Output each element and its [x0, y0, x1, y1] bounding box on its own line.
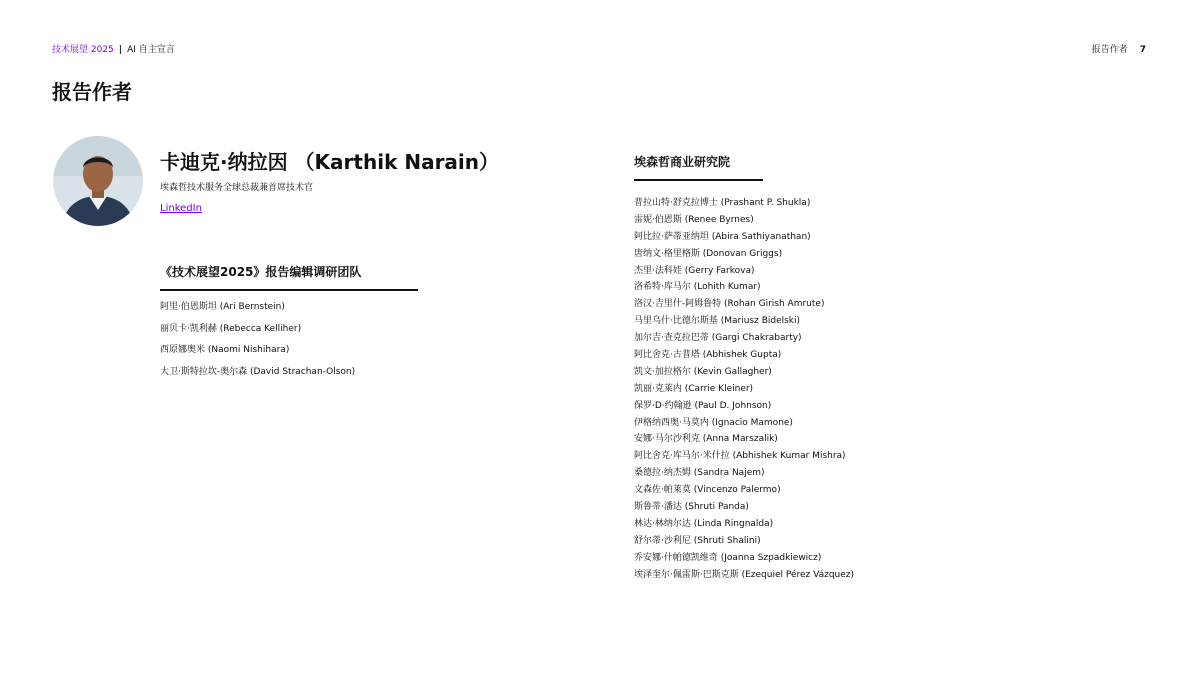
editorial-team-list [160, 300, 355, 387]
research-divider [634, 179, 763, 181]
page-title: 报告作者 [52, 80, 132, 104]
research-member: 乔安娜·什帕德凯维奇 (Joanna Szpadkiewicz) [634, 552, 822, 563]
research-member: 凯文·加拉格尔 (Kevin Gallagher) [634, 366, 772, 377]
team-member: 丽贝卡·凯利赫 (Rebecca Kelliher) [160, 323, 302, 334]
research-member: 雷妮·伯恩斯 (Renee Byrnes) [634, 214, 754, 225]
team-member: 西原娜奥米 (Naomi Nishihara) [160, 345, 290, 356]
research-member: 阿比拉·萨蒂亚纳坦 (Abira Sathiyanathan) [634, 231, 811, 242]
team-member: 大卫·斯特拉坎-奥尔森 (David Strachan-Olson) [160, 367, 356, 378]
research-member: 文森佐·帕莱莫 (Vincenzo Palermo) [634, 485, 781, 496]
research-member: 桑德拉·纳杰姆 (Sandra Najem) [634, 468, 765, 479]
research-member: 阿比舍克·库马尔·米什拉 (Abhishek Kumar Mishra) [634, 451, 846, 462]
research-member: 洛汉·吉里什-阿姆鲁特 (Rohan Girish Amrute) [634, 299, 825, 310]
running-header [52, 42, 175, 55]
author-role: 埃森哲技术服务全球总裁兼首席技术官 [160, 183, 314, 193]
research-member: 舒尔蒂·沙利尼 (Shruti Shalini) [634, 535, 761, 546]
research-member: 伊格纳西奥·马莫内 (Ignacio Mamone) [634, 417, 793, 428]
header-subtitle: AI 自主宣言 [127, 45, 175, 55]
author-avatar [53, 136, 143, 226]
research-member: 埃泽奎尔·佩雷斯·巴斯克斯 (Ezequiel Pérez Vázquez) [634, 569, 855, 580]
header-separator: | [118, 45, 123, 55]
research-member: 保罗·D·约翰逊 (Paul D. Johnson) [634, 400, 772, 411]
research-member: 林达·林纳尔达 (Linda Ringnalda) [634, 518, 774, 529]
research-member: 阿比舍克·古普塔 (Abhishek Gupta) [634, 350, 782, 361]
editorial-team-divider [160, 289, 418, 291]
research-title: 埃森哲商业研究院 [634, 155, 731, 169]
running-header-right [1092, 42, 1146, 55]
editorial-team-title: 《技术展望2025》报告编辑调研团队 [160, 265, 362, 279]
research-member: 杰里·法科娃 (Gerry Farkova) [634, 265, 755, 276]
research-list [634, 196, 854, 584]
linkedin-link[interactable]: LinkedIn [160, 203, 202, 214]
header-section: 报告作者 [1091, 45, 1128, 55]
author-name: 卡迪克·纳拉因 （Karthik Narain） [160, 150, 500, 174]
research-member: 安娜·马尔沙利克 (Anna Marszalik) [634, 434, 778, 445]
research-member: 凯丽·克莱内 (Carrie Kleiner) [634, 383, 754, 394]
header-brand: 技术展望 2025 [52, 45, 114, 55]
page-number: 7 [1139, 45, 1146, 55]
research-member: 马里乌什·比德尔斯基 (Mariusz Bidelski) [634, 316, 801, 327]
research-member: 斯鲁蒂·潘达 (Shruti Panda) [634, 502, 749, 513]
research-member: 加尔吉·查克拉巴蒂 (Gargi Chakrabarty) [634, 333, 802, 344]
team-member: 阿里·伯恩斯坦 (Ari Bernstein) [160, 302, 285, 312]
research-member: 洛希特·库马尔 (Lohith Kumar) [634, 282, 761, 293]
research-member: 唐纳文·格里格斯 (Donovan Griggs) [634, 248, 783, 259]
author-portrait-icon [53, 136, 143, 226]
research-member: 普拉山特·舒克拉博士 (Prashant P. Shukla) [634, 198, 811, 208]
